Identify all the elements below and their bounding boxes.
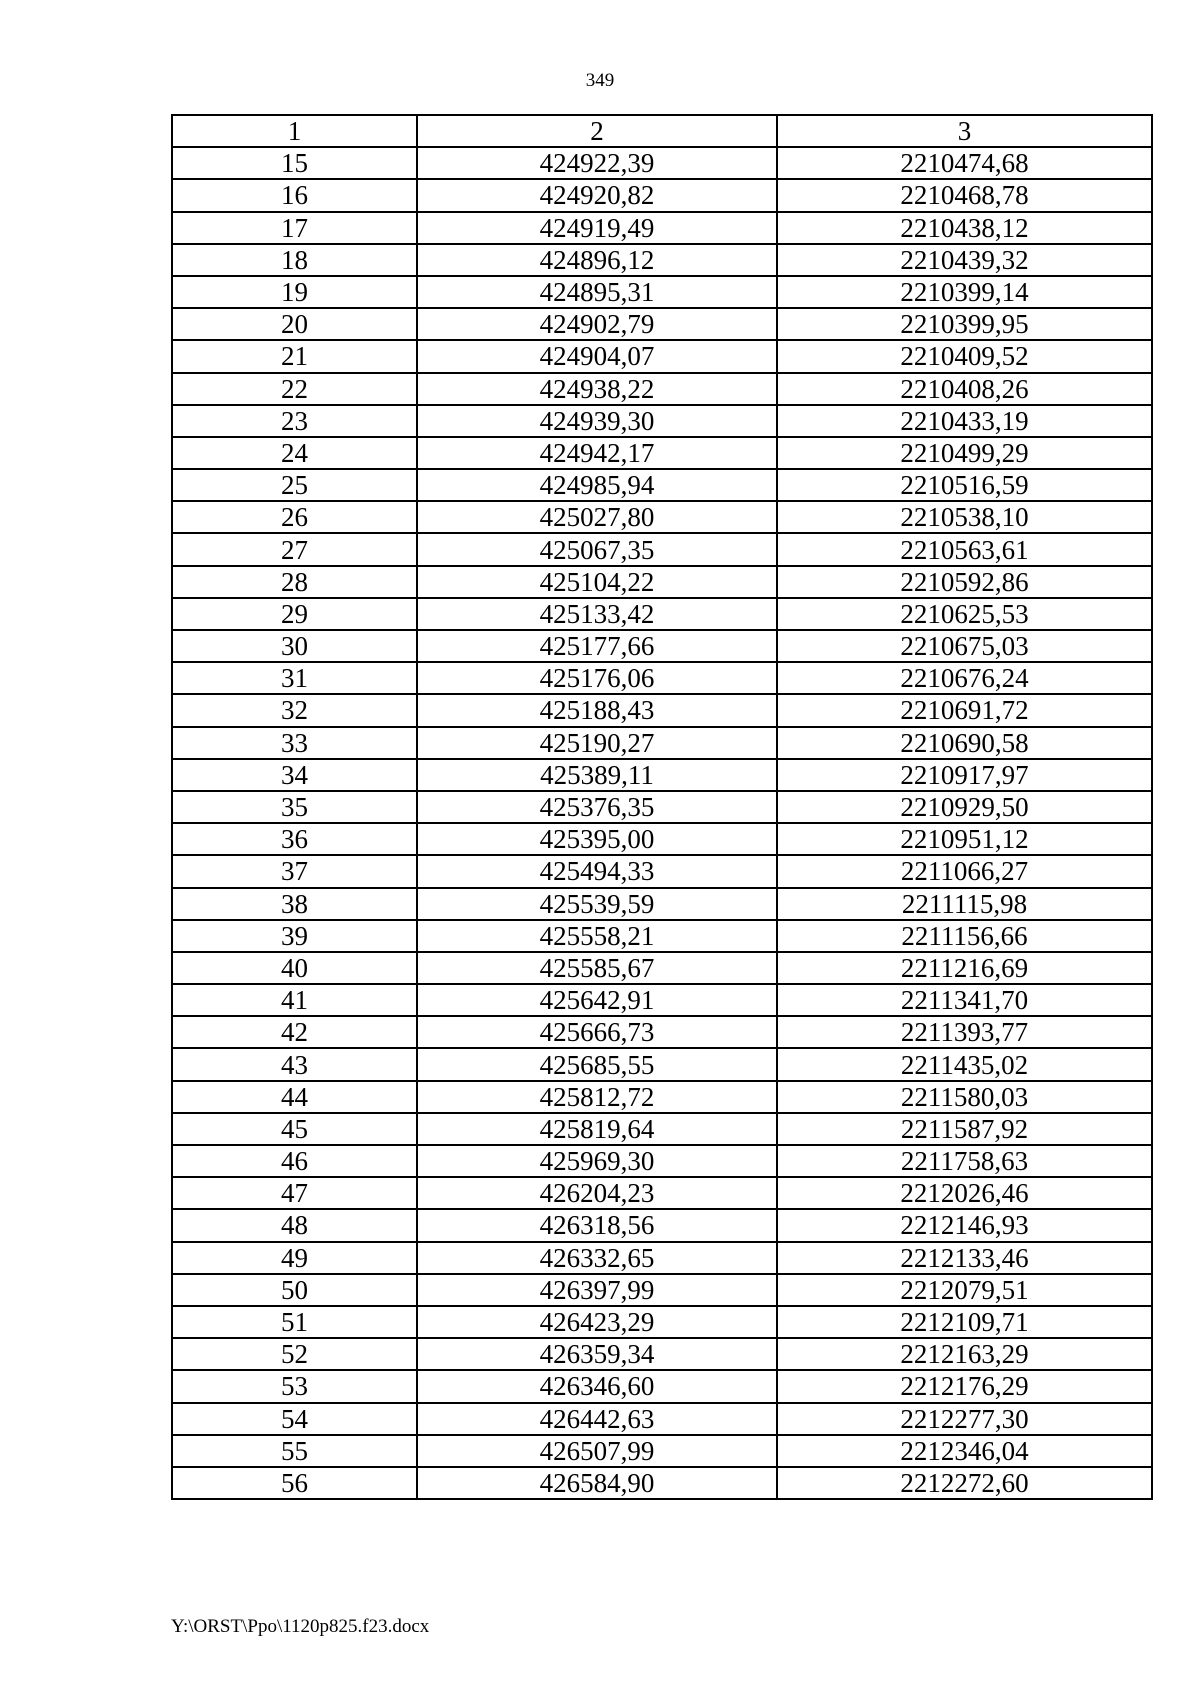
point-number-cell: 54 <box>172 1403 417 1435</box>
x-coordinate-cell: 425969,30 <box>417 1145 777 1177</box>
y-coordinate-cell: 2210538,10 <box>777 501 1152 533</box>
table-row <box>172 212 1152 244</box>
y-coordinate-cell: 2212109,71 <box>777 1306 1152 1338</box>
x-coordinate-cell: 424904,07 <box>417 340 777 372</box>
y-coordinate-cell: 2211758,63 <box>777 1145 1152 1177</box>
x-coordinate-cell: 424919,49 <box>417 212 777 244</box>
point-number-cell: 36 <box>172 823 417 855</box>
point-number-cell: 51 <box>172 1306 417 1338</box>
x-coordinate-cell: 424938,22 <box>417 373 777 405</box>
point-number-cell: 37 <box>172 855 417 887</box>
x-coordinate-cell: 425819,64 <box>417 1113 777 1145</box>
table-row <box>172 1403 1152 1435</box>
point-number-cell: 22 <box>172 373 417 405</box>
point-number-cell: 48 <box>172 1209 417 1241</box>
point-number-cell: 40 <box>172 952 417 984</box>
table-row <box>172 179 1152 211</box>
table-row <box>172 437 1152 469</box>
y-coordinate-cell: 2210408,26 <box>777 373 1152 405</box>
x-coordinate-cell: 425685,55 <box>417 1048 777 1080</box>
x-coordinate-cell: 425177,66 <box>417 630 777 662</box>
point-number-cell: 38 <box>172 888 417 920</box>
y-coordinate-cell: 2212026,46 <box>777 1177 1152 1209</box>
y-coordinate-cell: 2210675,03 <box>777 630 1152 662</box>
y-coordinate-cell: 2212272,60 <box>777 1467 1152 1499</box>
table-row <box>172 566 1152 598</box>
column-header-2: 2 <box>417 115 777 147</box>
table-row <box>172 694 1152 726</box>
point-number-cell: 16 <box>172 179 417 211</box>
x-coordinate-cell: 425558,21 <box>417 920 777 952</box>
table-row <box>172 1274 1152 1306</box>
y-coordinate-cell: 2210439,32 <box>777 244 1152 276</box>
table-row <box>172 888 1152 920</box>
y-coordinate-cell: 2210592,86 <box>777 566 1152 598</box>
table-row <box>172 501 1152 533</box>
point-number-cell: 43 <box>172 1048 417 1080</box>
x-coordinate-cell: 426359,34 <box>417 1338 777 1370</box>
table-row <box>172 1177 1152 1209</box>
x-coordinate-cell: 426318,56 <box>417 1209 777 1241</box>
y-coordinate-cell: 2210468,78 <box>777 179 1152 211</box>
point-number-cell: 47 <box>172 1177 417 1209</box>
x-coordinate-cell: 426346,60 <box>417 1370 777 1402</box>
table-row <box>172 1016 1152 1048</box>
y-coordinate-cell: 2210625,53 <box>777 598 1152 630</box>
table-body <box>172 115 1152 1499</box>
x-coordinate-cell: 425539,59 <box>417 888 777 920</box>
table-row <box>172 276 1152 308</box>
x-coordinate-cell: 424942,17 <box>417 437 777 469</box>
table-row <box>172 1338 1152 1370</box>
point-number-cell: 20 <box>172 308 417 340</box>
table-row <box>172 1370 1152 1402</box>
x-coordinate-cell: 426442,63 <box>417 1403 777 1435</box>
y-coordinate-cell: 2210691,72 <box>777 694 1152 726</box>
x-coordinate-cell: 426204,23 <box>417 1177 777 1209</box>
y-coordinate-cell: 2210676,24 <box>777 662 1152 694</box>
point-number-cell: 46 <box>172 1145 417 1177</box>
y-coordinate-cell: 2212146,93 <box>777 1209 1152 1241</box>
point-number-cell: 31 <box>172 662 417 694</box>
table-row <box>172 1048 1152 1080</box>
y-coordinate-cell: 2210690,58 <box>777 727 1152 759</box>
x-coordinate-cell: 424902,79 <box>417 308 777 340</box>
table-row <box>172 1145 1152 1177</box>
y-coordinate-cell: 2210433,19 <box>777 405 1152 437</box>
table-row <box>172 630 1152 662</box>
x-coordinate-cell: 424896,12 <box>417 244 777 276</box>
x-coordinate-cell: 425133,42 <box>417 598 777 630</box>
table-row <box>172 598 1152 630</box>
table-row <box>172 533 1152 565</box>
point-number-cell: 50 <box>172 1274 417 1306</box>
x-coordinate-cell: 425190,27 <box>417 727 777 759</box>
x-coordinate-cell: 425389,11 <box>417 759 777 791</box>
point-number-cell: 35 <box>172 791 417 823</box>
x-coordinate-cell: 426584,90 <box>417 1467 777 1499</box>
x-coordinate-cell: 425067,35 <box>417 533 777 565</box>
table-row <box>172 1306 1152 1338</box>
y-coordinate-cell: 2212346,04 <box>777 1435 1152 1467</box>
x-coordinate-cell: 426507,99 <box>417 1435 777 1467</box>
x-coordinate-cell: 425812,72 <box>417 1081 777 1113</box>
x-coordinate-cell: 425585,67 <box>417 952 777 984</box>
table-header-row <box>172 115 1152 147</box>
point-number-cell: 29 <box>172 598 417 630</box>
table-row <box>172 823 1152 855</box>
point-number-cell: 28 <box>172 566 417 598</box>
table-row <box>172 1209 1152 1241</box>
x-coordinate-cell: 425027,80 <box>417 501 777 533</box>
table-row <box>172 727 1152 759</box>
x-coordinate-cell: 424920,82 <box>417 179 777 211</box>
table-row <box>172 308 1152 340</box>
point-number-cell: 55 <box>172 1435 417 1467</box>
table-row <box>172 1242 1152 1274</box>
y-coordinate-cell: 2212277,30 <box>777 1403 1152 1435</box>
y-coordinate-cell: 2211156,66 <box>777 920 1152 952</box>
table-row <box>172 373 1152 405</box>
point-number-cell: 24 <box>172 437 417 469</box>
x-coordinate-cell: 425188,43 <box>417 694 777 726</box>
point-number-cell: 32 <box>172 694 417 726</box>
x-coordinate-cell: 424985,94 <box>417 469 777 501</box>
point-number-cell: 42 <box>172 1016 417 1048</box>
footer-file-path: Y:\ORST\Ppo\1120p825.f23.docx <box>171 1616 430 1637</box>
point-number-cell: 33 <box>172 727 417 759</box>
y-coordinate-cell: 2211066,27 <box>777 855 1152 887</box>
point-number-cell: 34 <box>172 759 417 791</box>
y-coordinate-cell: 2210474,68 <box>777 147 1152 179</box>
point-number-cell: 27 <box>172 533 417 565</box>
x-coordinate-cell: 425494,33 <box>417 855 777 887</box>
point-number-cell: 45 <box>172 1113 417 1145</box>
table-row <box>172 759 1152 791</box>
y-coordinate-cell: 2210951,12 <box>777 823 1152 855</box>
x-coordinate-cell: 426332,65 <box>417 1242 777 1274</box>
table-row <box>172 469 1152 501</box>
table-row <box>172 244 1152 276</box>
y-coordinate-cell: 2211216,69 <box>777 952 1152 984</box>
point-number-cell: 18 <box>172 244 417 276</box>
x-coordinate-cell: 425176,06 <box>417 662 777 694</box>
x-coordinate-cell: 424922,39 <box>417 147 777 179</box>
coordinates-table <box>171 114 1153 1500</box>
point-number-cell: 23 <box>172 405 417 437</box>
x-coordinate-cell: 425376,35 <box>417 791 777 823</box>
table-row <box>172 791 1152 823</box>
y-coordinate-cell: 2210399,14 <box>777 276 1152 308</box>
x-coordinate-cell: 425104,22 <box>417 566 777 598</box>
point-number-cell: 44 <box>172 1081 417 1113</box>
table-row <box>172 952 1152 984</box>
y-coordinate-cell: 2210917,97 <box>777 759 1152 791</box>
y-coordinate-cell: 2211580,03 <box>777 1081 1152 1113</box>
page-number: 349 <box>585 70 615 91</box>
point-number-cell: 56 <box>172 1467 417 1499</box>
y-coordinate-cell: 2210409,52 <box>777 340 1152 372</box>
point-number-cell: 19 <box>172 276 417 308</box>
x-coordinate-cell: 424895,31 <box>417 276 777 308</box>
table-row <box>172 1467 1152 1499</box>
x-coordinate-cell: 425666,73 <box>417 1016 777 1048</box>
x-coordinate-cell: 425395,00 <box>417 823 777 855</box>
point-number-cell: 26 <box>172 501 417 533</box>
y-coordinate-cell: 2211341,70 <box>777 984 1152 1016</box>
point-number-cell: 39 <box>172 920 417 952</box>
column-header-1: 1 <box>172 115 417 147</box>
table-row <box>172 147 1152 179</box>
y-coordinate-cell: 2212163,29 <box>777 1338 1152 1370</box>
point-number-cell: 30 <box>172 630 417 662</box>
y-coordinate-cell: 2211393,77 <box>777 1016 1152 1048</box>
y-coordinate-cell: 2212133,46 <box>777 1242 1152 1274</box>
y-coordinate-cell: 2210516,59 <box>777 469 1152 501</box>
point-number-cell: 49 <box>172 1242 417 1274</box>
x-coordinate-cell: 425642,91 <box>417 984 777 1016</box>
y-coordinate-cell: 2211435,02 <box>777 1048 1152 1080</box>
y-coordinate-cell: 2212176,29 <box>777 1370 1152 1402</box>
table-row <box>172 1113 1152 1145</box>
table-row <box>172 855 1152 887</box>
table-row <box>172 984 1152 1016</box>
y-coordinate-cell: 2210929,50 <box>777 791 1152 823</box>
y-coordinate-cell: 2210499,29 <box>777 437 1152 469</box>
table-row <box>172 340 1152 372</box>
point-number-cell: 52 <box>172 1338 417 1370</box>
point-number-cell: 53 <box>172 1370 417 1402</box>
y-coordinate-cell: 2210563,61 <box>777 533 1152 565</box>
table-row <box>172 662 1152 694</box>
table-row <box>172 920 1152 952</box>
table-row <box>172 1435 1152 1467</box>
column-header-3: 3 <box>777 115 1152 147</box>
y-coordinate-cell: 2210399,95 <box>777 308 1152 340</box>
y-coordinate-cell: 2210438,12 <box>777 212 1152 244</box>
table-row <box>172 1081 1152 1113</box>
x-coordinate-cell: 426423,29 <box>417 1306 777 1338</box>
point-number-cell: 15 <box>172 147 417 179</box>
x-coordinate-cell: 426397,99 <box>417 1274 777 1306</box>
y-coordinate-cell: 2211115,98 <box>777 888 1152 920</box>
point-number-cell: 17 <box>172 212 417 244</box>
point-number-cell: 25 <box>172 469 417 501</box>
x-coordinate-cell: 424939,30 <box>417 405 777 437</box>
y-coordinate-cell: 2212079,51 <box>777 1274 1152 1306</box>
point-number-cell: 21 <box>172 340 417 372</box>
y-coordinate-cell: 2211587,92 <box>777 1113 1152 1145</box>
table-row <box>172 405 1152 437</box>
point-number-cell: 41 <box>172 984 417 1016</box>
